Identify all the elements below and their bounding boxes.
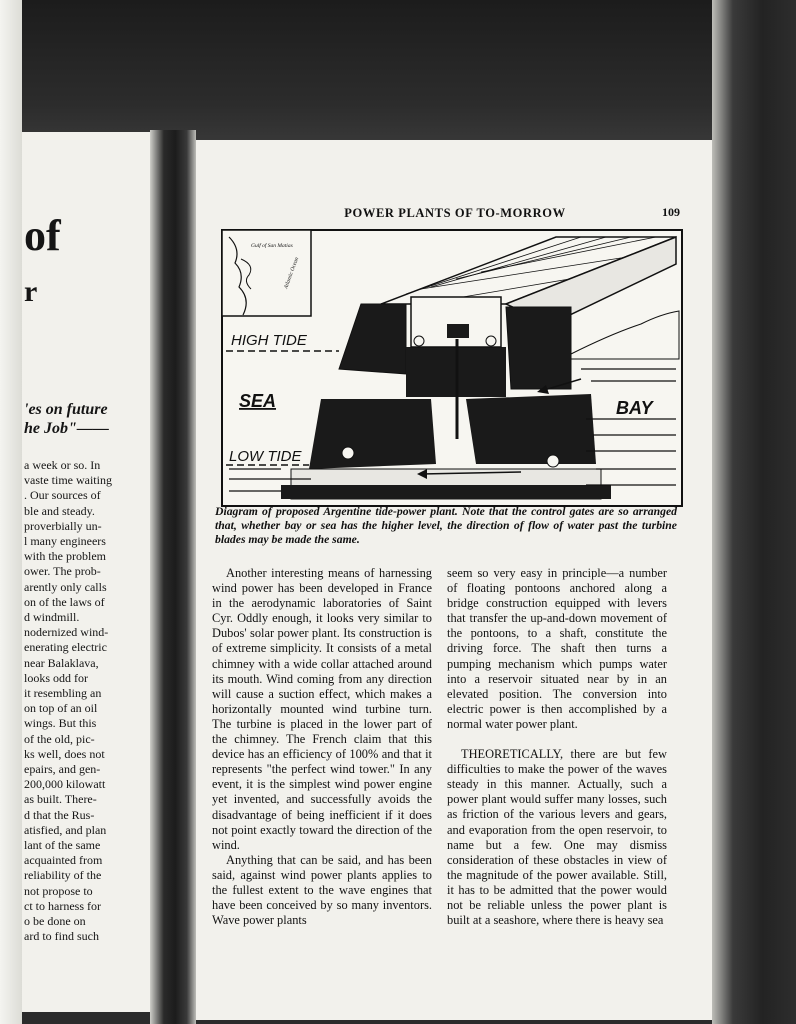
inset-map [222,230,311,316]
left-text-line: proverbially un- [24,518,102,533]
left-text-line: on of the laws of [24,594,105,609]
book-gutter-shadow [150,130,196,1024]
left-text-line: acquainted from [24,853,103,868]
left-text-line: enerating electric [24,640,107,655]
left-text-line: d windmill. [24,610,80,625]
paragraph: Anything that can be said, and has been said, against wind power plants applies to the fullest extent to the wave engines that have been conceived by so many inventors. Wave power plants [212,852,432,928]
left-text-line: ower. The prob- [24,564,101,579]
left-text-line: near Balaklava, [24,655,99,670]
left-text-line: ard to find such [24,929,99,944]
left-text-line: lant of the same [24,838,101,853]
left-page-edge [0,0,22,1024]
left-text-line: o be done on [24,914,86,929]
label-bay: BAY [616,398,653,418]
left-page-heading-fragment: r [24,275,38,308]
left-text-line: ct to harness for [24,898,101,913]
column-right [447,566,667,928]
left-text-line: d that the Rus- [24,807,95,822]
tide-power-plant-diagram [221,229,683,507]
left-text-line: a week or so. In [24,458,101,472]
left-text-line: ble and steady. [24,503,95,518]
paragraph: seem so very easy in principle—a number of floating pontoons anchored along a bridge construction equipped with levers that transfer the up-and-down movement of the pontoons, to a shaft, constitute the driving force. The shaft then turns a pumping mechanism which pumps water into a reservoir situated near by in an elevated position. The conversion into electric power is then accomplished by a normal water power plant. [447,566,667,731]
figure-caption: Diagram of proposed Argentine tide-power plant. Note that the control gates are so arranged that, whether bay or sea has the higher level, the direction of flow of water past the turbine blades may be made the same. [215,505,677,546]
left-text-line: vaste time waiting [24,473,112,488]
left-page-text [24,458,144,945]
map-label-gulf: Gulf of San Matias [251,243,293,249]
left-text-line: reliability of the [24,868,102,883]
left-text-line: wings. But this [24,716,97,731]
page-number: 109 [662,205,680,219]
map-label-ocean: Atlantic Ocean [283,256,301,290]
paragraph: Another interesting means of harnessing wind power has been developed in France in the aerodynamic laboratories of Saint Cyr. Oddly enough, it looks very similar to Dubos' solar power plant. Its construction is of extreme simplicity. It consists of a metal chimney with a wide collar attached around its mouth. Wind coming from any direction will cause a suction effect, which makes a horizontally mounted wind turbine turn. The turbine is placed in the lower part of the chimney. The French claim that this device has an efficiency of 100% and that it represents "the perfect wind tower." In any event, it is the simplest wind power engine yet invented, and successfully avoids the disadvantage of being inefficient if it does not point exactly toward the direction of the wind. [212,566,432,852]
left-text-line: atisfied, and plan [24,822,107,837]
left-text-line: it resembling an [24,686,102,701]
left-page-subheading [24,400,144,438]
left-text-line: epairs, and gen- [24,762,101,777]
label-low-tide: LOW TIDE [229,448,302,465]
right-edge-shadow [712,0,796,1024]
left-text-line: arently only calls [24,579,107,594]
left-text-line: with the problem [24,549,106,564]
left-text-line: of the old, pic- [24,731,95,746]
left-text-line: on top of an oil [24,701,98,716]
left-page-heading: of [24,211,61,260]
label-sea: SEA [239,391,277,411]
left-text-line: nodernized wind- [24,625,109,640]
column-left [212,566,432,928]
left-text-line: ks well, does not [24,746,105,761]
left-text-line: . Our sources of [24,488,101,503]
left-text-line: 200,000 kilowatt [24,777,106,792]
left-text-line: as built. There- [24,792,97,807]
label-high-tide: HIGH TIDE [231,332,307,349]
paragraph: THEORETICALLY, there are but few difficulties to make the power of the waves steady in this manner. Actually, such a power plant would suffer many losses, such as friction of the various levers and gears, and evaporation from the open reservoir, to name but a few. One may dismiss consideration of these obstacles in view of the magnitude of the power available. Still, it has to be admitted that the power would not be reliable unless the power plant is built at a seashore, where there is heavy sea [447,747,667,928]
left-subheading-line: he Job"—— [24,420,109,437]
left-text-line: l many engineers [24,534,106,549]
left-text-line: looks odd for [24,670,88,685]
running-head: POWER PLANTS OF TO-MORROW [344,206,566,220]
left-text-line: not propose to [24,883,93,898]
left-subheading-line: 'es on future [24,401,108,418]
scanner-top-shadow [0,0,796,150]
